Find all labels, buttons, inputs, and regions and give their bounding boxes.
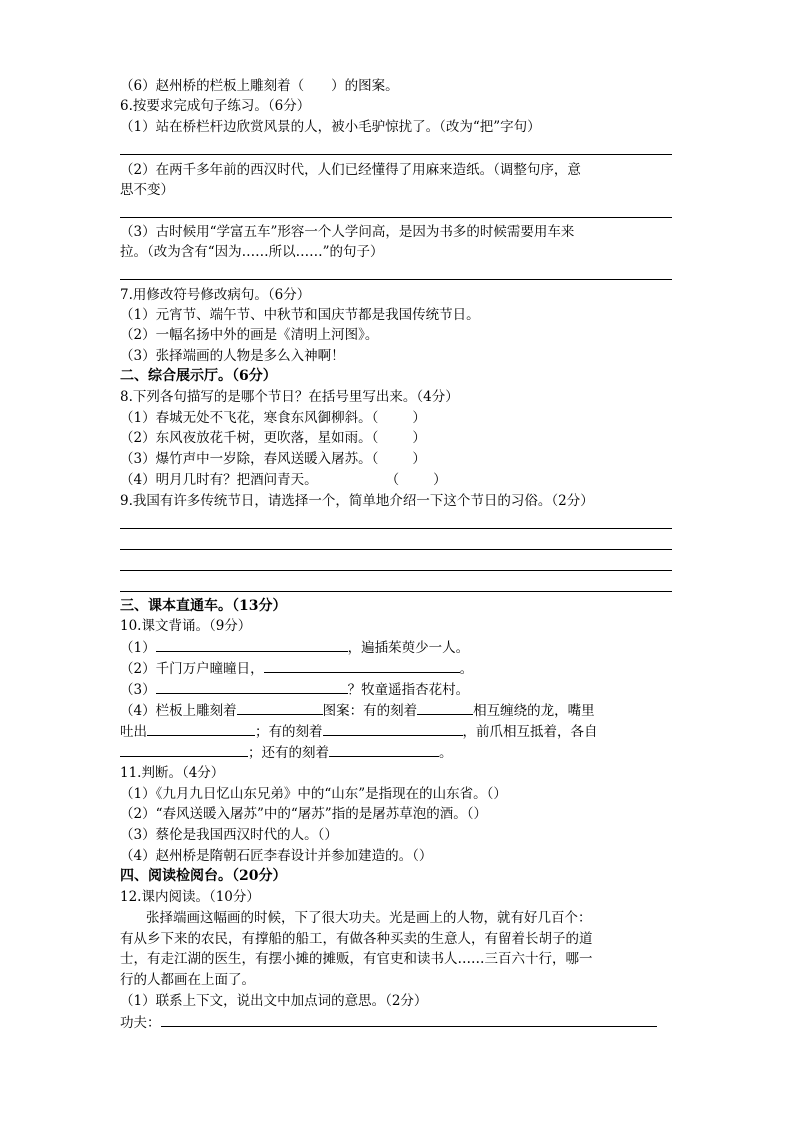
q10-item-4c [120,742,453,762]
paren-close: ） [412,410,426,426]
q10-item-2 [120,658,473,678]
paren-open: （ [371,430,379,446]
q8-sentence: （2）东风夜放花千树，更吹落，星如雨。 [120,430,372,446]
answer-line[interactable] [120,217,672,218]
passage-line: 张择端画这幅画的时候，下了很大功夫。光是画上的人物，就有好几百个： [146,910,592,926]
paren-close: ） [412,451,426,467]
q10-item-4a [120,700,595,720]
q7-title: 7.用修改符号修改病句。（6分） [120,287,311,303]
item-number: （1） [120,640,156,656]
q10-title: 10.课文背诵。（9分） [120,618,252,634]
q11-item-4: （4）赵州桥是隋朝石匠李春设计并参加建造的。（） [120,848,433,864]
answer-line[interactable] [120,549,672,550]
q10-item-3 [120,679,469,699]
passage-line: 士，有走江湖的医生，有摆小摊的摊贩，有官吏和读书人……三百六十行，哪一 [120,951,593,967]
paren-open: （ [371,410,379,426]
passage-text: 吐出 [120,724,147,740]
punctuation: 。 [439,745,453,761]
answer-label: 功夫： [120,1015,161,1031]
fill-blank[interactable] [147,721,255,736]
q6-sentence-2b: 思不变） [120,182,174,198]
q8-line-3 [120,449,426,469]
passage-text: ；有的刻着 [255,724,323,740]
fill-blank[interactable] [237,700,323,715]
answer-line[interactable] [120,570,672,571]
q7-sentence-3: （3）张择端画的人物是多么入神啊！ [120,348,345,364]
q8-line-2 [120,428,426,448]
paren-open: （ [385,472,400,488]
q8-line-1 [120,408,426,428]
passage-line: 有从乡下来的农民，有撑船的船工，有做各种买卖的生意人，有留着长胡子的道 [120,931,593,947]
q11-title: 11.判断。（4分） [120,765,225,781]
fill-blank[interactable] [156,679,348,694]
answer-line[interactable] [120,591,672,592]
section-3-heading: 三、课本直通车。（13分） [120,598,287,614]
q5-item-6: （6）赵州桥的栏板上雕刻着（ ）的图案。 [120,78,399,94]
q6-sentence-2a: （2）在两千多年前的西汉时代，人们已经懂得了用麻来造纸。（调整句序，意 [120,162,581,178]
q6-sentence-3b: 拉。（改为含有“因为……所以……”的句子） [120,244,384,260]
q6-title: 6.按要求完成句子练习。（6分） [120,98,311,114]
q10-item-4b [120,721,598,741]
fill-blank[interactable] [264,658,460,673]
answer-line[interactable] [161,1012,657,1027]
passage-text: ，前爪相互抵着，各自 [462,724,598,740]
q7-sentence-1: （1）元宵节、端午节、中秋节和国庆节都是我国传统节日。 [120,307,480,323]
q7-sentence-2: （2）一幅名扬中外的画是《清明上河图》。 [120,327,379,343]
passage-line: 行的人都画在上面了。 [120,972,255,988]
passage-text: 图案：有的刻着 [322,703,418,719]
poem-line: （2）千门万户曈曈日， [120,661,264,677]
paren-close: ） [412,430,426,446]
q8-sentence: （1）春城无处不飞花，寒食东风御柳斜。 [120,410,372,426]
fill-blank[interactable] [329,742,439,757]
paren-close: ） [433,472,447,488]
fill-blank[interactable] [323,721,463,736]
q8-sentence: （4）明月几时有？把酒问青天。 [120,472,318,488]
item-number: （3） [120,682,156,698]
paren-open: （ [371,451,379,467]
section-4-heading: 四、阅读检阅台。（20分） [120,868,287,884]
q6-sentence-3a: （3）古时候用“学富五车”形容一个人学问高，是因为书多的时候需要用车来 [120,224,575,240]
poem-line: ，遍插茱萸少一人。 [347,640,470,656]
fill-blank[interactable] [120,742,248,757]
q10-item-1 [120,637,469,657]
q12-answer-row [120,1012,657,1032]
passage-text: （4）栏板上雕刻着 [120,703,237,719]
punctuation: 。 [459,661,474,677]
answer-line[interactable] [120,528,672,529]
section-2-heading: 二、综合展示厅。（6分） [120,368,277,384]
fill-blank[interactable] [156,637,348,652]
q8-sentence: （3）爆竹声中一岁除，春风送暖入屠苏。 [120,451,372,467]
answer-line[interactable] [120,279,672,280]
q12-sub-1: （1）联系上下文，说出文中加点词的意思。（2分） [120,993,428,1009]
fill-blank[interactable] [417,700,473,715]
q8-title: 8.下列各句描写的是哪个节日？在括号里写出来。（4分） [120,389,459,405]
q11-item-3: （3）蔡伦是我国西汉时代的人。（） [120,827,338,843]
q11-item-2: （2）“春风送暖入屠苏”中的“屠苏”指的是屠苏草泡的酒。（） [120,806,487,822]
q11-item-1: （1）《九月九日忆山东兄弟》中的“山东”是指现在的山东省。（） [120,786,507,802]
q6-sentence-1: （1）站在桥栏杆边欣赏风景的人，被小毛驴惊扰了。（改为“把”字句） [120,119,541,135]
q8-line-4 [120,470,447,490]
q9-title: 9.我国有许多传统节日，请选择一个，简单地介绍一下这个节日的习俗。（2分） [120,493,594,509]
passage-text: 相互缠绕的龙，嘴里 [473,703,595,719]
q12-title: 12.课内阅读。（10分） [120,889,260,905]
answer-line[interactable] [120,154,672,155]
poem-line: ？牧童遥指杏花村。 [347,682,470,698]
passage-text: ；还有的刻着 [248,745,329,761]
